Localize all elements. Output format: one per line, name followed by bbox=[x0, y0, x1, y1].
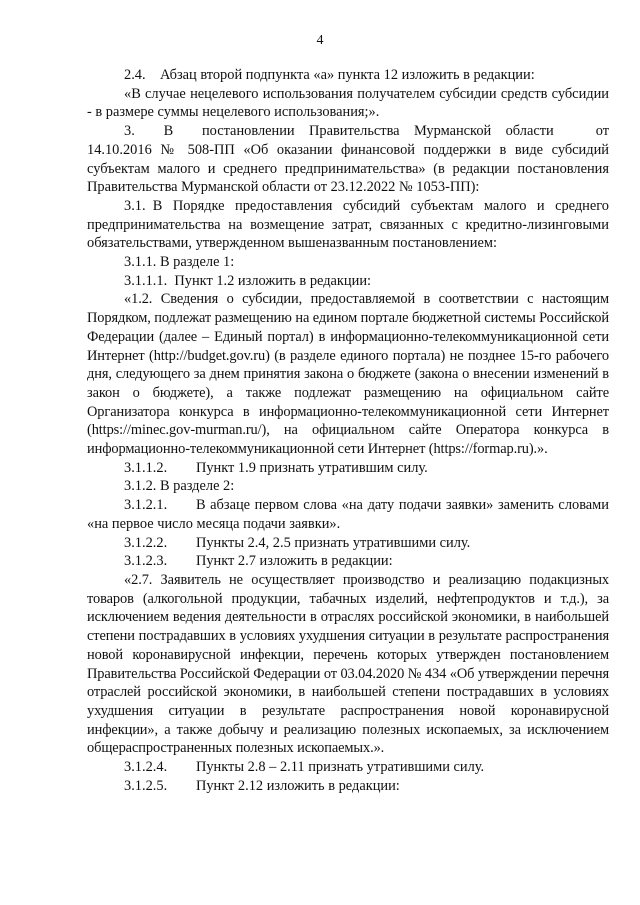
paragraph-3-1-1-2: 3.1.1.2. Пункт 1.9 признать утратившим силу. bbox=[124, 459, 428, 476]
paragraph-3-1-1-1: 3.1.1.1. Пункт 1.2 изложить в редакции: bbox=[124, 272, 372, 289]
paragraph-3: 3. В постановлении Правительства Мурманской области от 14.10.2016 № 508-ПП «Об оказании финансовой поддержки в виде субсидий субъектам малого и среднего предпринимательства» (в редакции постановления Правительства Мурманской области от 23.12.2022 № 1053-ПП): bbox=[87, 123, 609, 196]
document-body bbox=[87, 66, 609, 795]
paragraph-3-1-2-3: 3.1.2.3. Пункт 2.7 изложить в редакции: bbox=[124, 553, 393, 570]
paragraph-3-1: 3.1. В Порядке предоставления субсидий субъектам малого и среднего предпринимательства на возмещение затрат, связанных с кредитно-лизинговыми обязательствами, утвержденном вышеназванным постановлением: bbox=[87, 197, 609, 252]
paragraph-3-1-2: 3.1.2. В разделе 2: bbox=[124, 478, 235, 495]
paragraph-3-1-2-5: 3.1.2.5. Пункт 2.12 изложить в редакции: bbox=[124, 777, 400, 794]
paragraph-2-4-text: «В случае нецелевого использования получателем субсидии средств субсидии - в размере суммы нецелевого использования;». bbox=[87, 85, 609, 121]
paragraph-3-1-2-4: 3.1.2.4. Пункты 2.8 – 2.11 признать утратившими силу. bbox=[124, 759, 485, 776]
paragraph-2-4: 2.4. Абзац второй подпункта «а» пункта 12 изложить в редакции: bbox=[124, 67, 535, 83]
paragraph-3-1-2-2: 3.1.2.2. Пункты 2.4, 2.5 признать утратившими силу. bbox=[124, 534, 471, 551]
paragraph-2-7-text: «2.7. Заявитель не осуществляет производство и реализацию подакцизных товаров (алкогольной продукции, табачных изделий, нефтепродуктов и т.д.), за исключением ведения деятельности в отраслях российской экономики, в наибольшей степени пострадавших в условиях ухудшения ситуации в результате распространения новой коронавирусной инфекции, перечень которых утвержден постановлением Правительства Российской Федерации от 03.04.2020 № 434 «Об утверждении перечня отраслей российской экономики, в наибольшей степени пострадавших в условиях ухудшения ситуации в результате распространения новой коронавирусной инфекции», а также добычу и реализацию полезных ископаемых, за исключением общераспространенных полезных ископаемых.». bbox=[87, 571, 609, 757]
paragraph-3-1-1: 3.1.1. В разделе 1: bbox=[124, 254, 235, 271]
paragraph-1-2-text: «1.2. Сведения о субсидии, предоставляемой в соответствии с настоящим Порядком, подлежат размещению на едином портале бюджетной системы Российской Федерации (далее – Единый портал) в информационно-телекоммуникационной сети Интернет (http://budget.gov.ru) (в разделе единого портала) не позднее 15-го рабочего дня, следующего за днем принятия закона о бюджете (закона о внесении изменений в закон о бюджете), а также подлежат размещению на официальном сайте Организатора конкурса в информационно-телекоммуникационной сети Интернет (https://minec.gov-murman.ru/), на официальном сайте Оператора конкурса в информационно-телекоммуникационной сети Интернет (https://formap.ru).». bbox=[87, 291, 609, 458]
page-number: 4 bbox=[316, 33, 324, 48]
paragraph-3-1-2-1: 3.1.2.1. В абзаце первом слова «на дату подачи заявки» заменить словами «на первое число месяца подачи заявки». bbox=[87, 497, 609, 532]
